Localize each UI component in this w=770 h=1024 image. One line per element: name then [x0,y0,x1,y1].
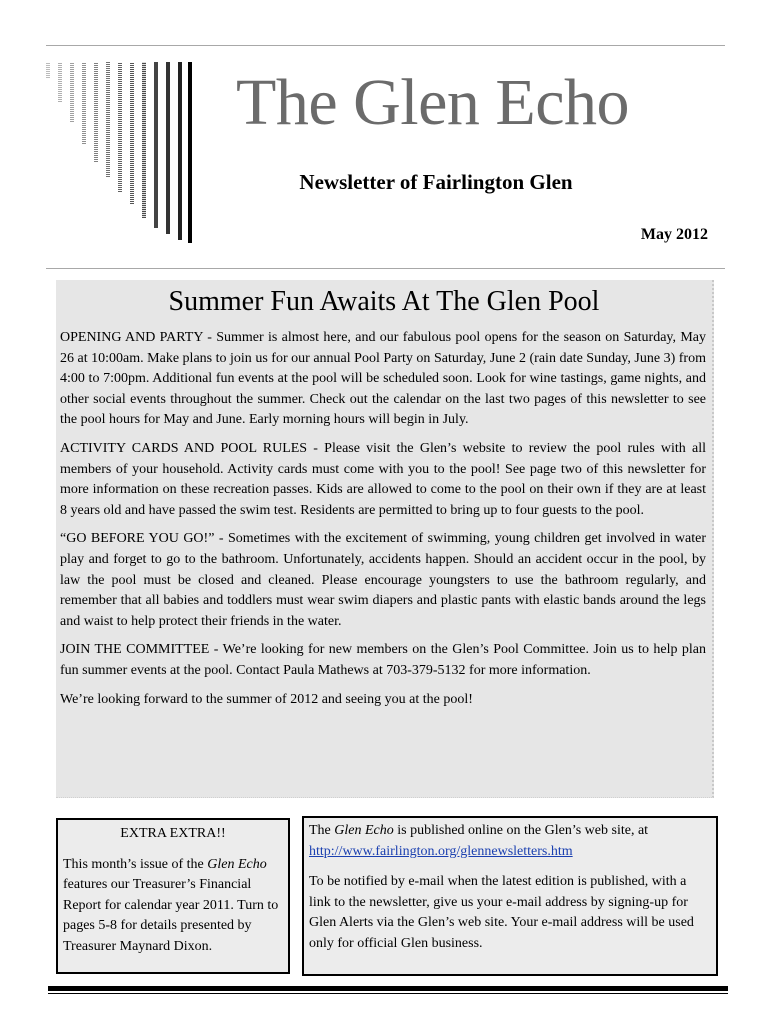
article-paragraph-closing: We’re looking forward to the summer of 2012 and seeing you at the pool! [60,691,473,707]
article-box [56,280,714,798]
publication-signup-text: To be notified by e-mail when the latest edition is published, with a link to the newsletter, give us your e-mail address by signing-up for Glen Alerts via the Glen’s web site. Your e-mail address will be used only for official Glen business. [309,874,694,951]
masthead-bottom-rule [46,268,725,269]
newsletter-title: The Glen Echo [236,66,630,139]
newsletter-link[interactable]: http://www.fairlington.org/glennewsletters.htm [309,843,573,859]
issue-date: May 2012 [640,226,708,243]
masthead-decoration [46,62,196,247]
extra-title: EXTRA EXTRA!! [120,826,226,841]
article-paragraph-activity-cards: ACTIVITY CARDS AND POOL RULES - Please visit the Glen’s website to review the pool rules with all members of your household. Activity cards must come with you to the pool! See page two of this newsletter for more information on these recreation passes. Kids are allowed to come to the pool on their own if they are at least 8 years old and have passed the swim test. Residents are permitted to bring up to four guests to the pool. [60,440,706,518]
article-headline: Summer Fun Awaits At The Glen Pool [168,286,600,317]
bottom-rule-thin [48,993,728,994]
extra-text: This month’s issue of the Glen Echo features our Treasurer’s Financial Report for calendar year 2011. Turn to pages 5-8 for details presented by Treasurer Maynard Dixon. [63,856,279,954]
newsletter-subtitle: Newsletter of Fairlington Glen [299,170,573,194]
article-paragraph-opening: OPENING AND PARTY - Summer is almost here, and our fabulous pool opens for the season on Saturday, May 26 at 10:00am. Make plans to join us for our annual Pool Party on Saturday, June 2 (rain date Sunday, June 3) from 4:00 to 7:00pm. Additional fun events at the pool will be scheduled soon. Look for wine tastings, game nights, and other social events throughout the summer. Check out the calendar on the last two pages of this newsletter to see the pool hours for May and June. Early morning hours will begin in July. [60,330,706,428]
publication-box [302,816,718,976]
publication-line: The Glen Echo is published online on the Glen’s web site, at [309,823,649,838]
publication-name-italic: Glen Echo [334,823,394,838]
extra-box [56,818,290,974]
bottom-rule-thick [48,986,728,991]
top-rule [46,45,725,46]
article-paragraph-committee: JOIN THE COMMITTEE - We’re looking for new members on the Glen’s Pool Committee. Join us to help plan fun summer events at the pool. Contact Paula Mathews at 703-379-5132 for more information. [60,642,706,678]
article-paragraph-go-before: “GO BEFORE YOU GO!” - Sometimes with the excitement of swimming, young children get involved in water play and forget to go to the bathroom. Unfortunately, accidents happen. Should an accident occur in the pool, by law the pool must be closed and cleaned. Please encourage youngsters to use the bathroom regularly, and remember that all babies and toddlers must wear swim diapers and plastic pants with elastic bands around the legs and waist to help protect their friends in the water. [60,531,706,629]
extra-text-italic: Glen Echo [207,856,267,872]
